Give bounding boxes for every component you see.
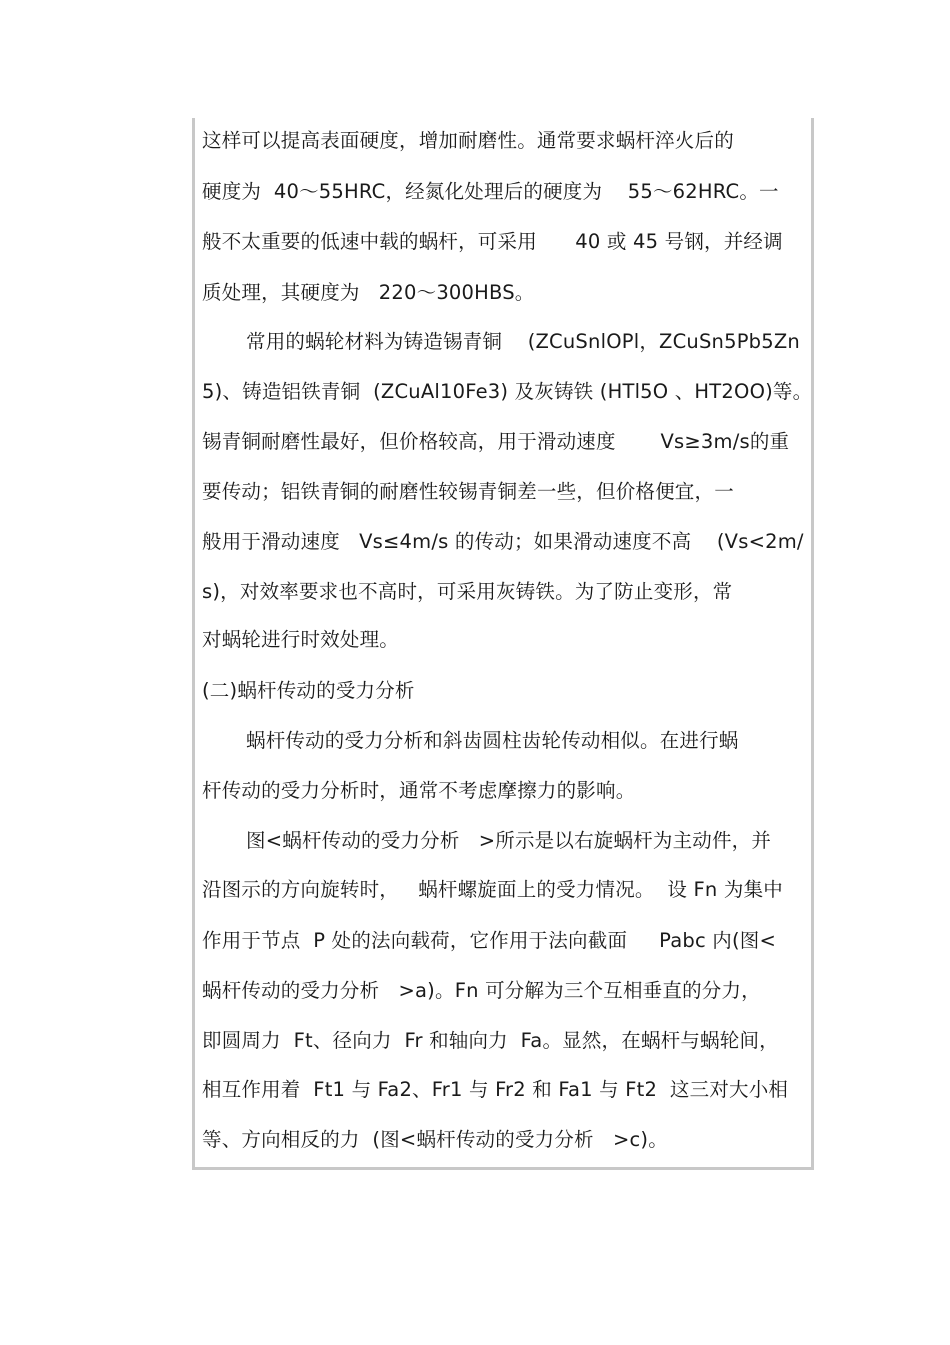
text-line-1: 这样可以提高表面硬度，增加耐磨性。通常要求蜗杆淬火后的 <box>202 129 734 152</box>
text-line-18: 蜗杆传动的受力分析 >a)。Fn 可分解为三个互相垂直的分力， <box>202 979 761 1002</box>
text-line-19: 即圆周力 Ft、径向力 Fr 和轴向力 Fa。显然，在蜗杆与蜗轮间， <box>202 1029 779 1052</box>
text-line-2: 硬度为 40～55HRC，经氮化处理后的硬度为 55～62HRC。一 <box>202 180 779 203</box>
text-line-7: 锡青铜耐磨性最好，但价格较高，用于滑动速度 Vs≥3m/s的重 <box>202 430 790 453</box>
text-line-9: 般用于滑动速度 Vs≤4m/s 的传动；如果滑动速度不高 (Vs<2m/ <box>202 530 804 553</box>
text-line-15: 图<蜗杆传动的受力分析 >所示是以右旋蜗杆为主动件，并 <box>246 829 772 852</box>
text-line-3: 般不太重要的低速中载的蜗杆，可采用 40 或 45 号钢，并经调 <box>202 230 783 253</box>
text-line-13: 蜗杆传动的受力分析和斜齿圆柱齿轮传动相似。在进行蜗 <box>246 729 739 752</box>
text-line-20: 相互作用着 Ft1 与 Fa2、Fr1 与 Fr2 和 Fa1 与 Ft2 这三对大小相 <box>202 1078 789 1101</box>
text-line-6: 5)、铸造铝铁青铜 (ZCuAl10Fe3) 及灰铸铁 (HTl5O 、HT2OO)等。 <box>202 380 813 403</box>
text-line-16: 沿图示的方向旋转时， 蜗杆螺旋面上的受力情况。 设 Fn 为集中 <box>202 878 783 901</box>
text-line-5: 常用的蜗轮材料为铸造锡青铜 (ZCuSnlOPl，ZCuSn5Pb5Zn <box>246 330 800 353</box>
text-line-10: s)，对效率要求也不高时，可采用灰铸铁。为了防止变形，常 <box>202 580 733 603</box>
section-heading: (二)蜗杆传动的受力分析 <box>202 679 415 702</box>
text-line-4: 质处理，其硬度为 220～300HBS。 <box>202 281 535 304</box>
text-line-21: 等、方向相反的力 (图<蜗杆传动的受力分析 >c)。 <box>202 1128 668 1151</box>
text-line-11: 对蜗轮进行时效处理。 <box>202 628 400 651</box>
text-line-14: 杆传动的受力分析时，通常不考虑摩擦力的影响。 <box>202 779 636 802</box>
text-line-17: 作用于节点 P 处的法向载荷，它作用于法向截面 Pabc 内(图< <box>202 929 777 952</box>
text-line-8: 要传动；铝铁青铜的耐磨性较锡青铜差一些，但价格便宜，一 <box>202 480 734 503</box>
